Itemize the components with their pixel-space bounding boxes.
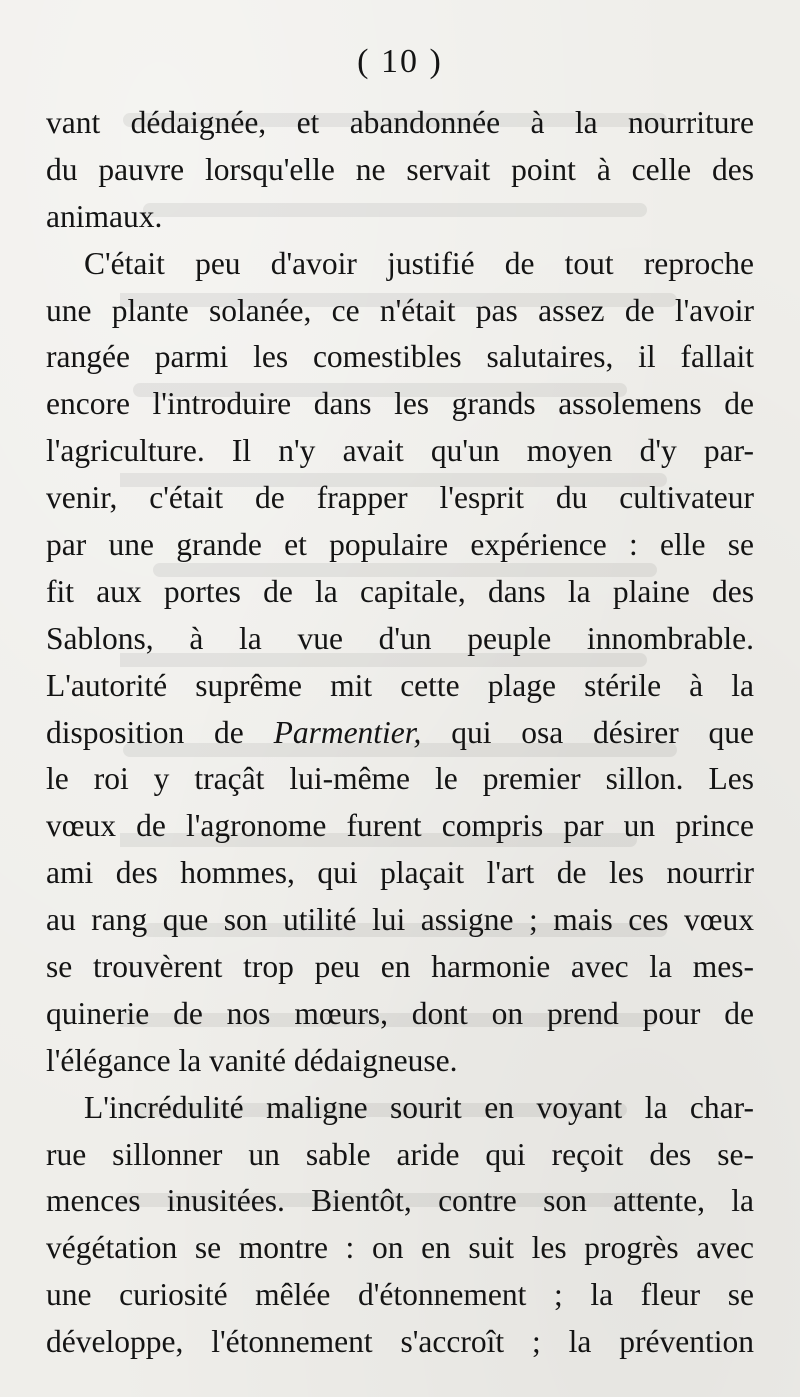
- text-line: du pauvre lorsqu'elle ne servait point à celle des: [46, 151, 754, 187]
- text-line: par une grande et populaire expérience : elle se: [46, 527, 754, 563]
- text-line: Sablons, à la vue d'un peuple innombrable.: [46, 620, 754, 656]
- text-line: quinerie de nos mœurs, dont on prend pour de: [46, 995, 754, 1031]
- text-line: fit aux portes de la capitale, dans la plaine des: [46, 573, 754, 609]
- text-line: L'incrédulité maligne sourit en voyant la char-: [84, 1089, 754, 1125]
- text-line: une curiosité mêlée d'étonnement ; la fleur se: [46, 1277, 754, 1313]
- text-segment: qui osa désirer que: [421, 714, 754, 750]
- text-line: L'autorité suprême mit cette plage stérile à la: [46, 667, 754, 703]
- text-line: le roi y traçât lui-même le premier sillon. Les: [46, 761, 754, 797]
- text-line: vant dédaignée, et abandonnée à la nourriture: [46, 105, 754, 140]
- text-line: au rang que son utilité lui assigne ; mais ces vœux: [46, 902, 754, 938]
- text-line: ami des hommes, qui plaçait l'art de les nourrir: [46, 855, 754, 891]
- text-line: se trouvèrent trop peu en harmonie avec la mes-: [46, 949, 754, 985]
- text-line: l'élégance la vanité dédaigneuse.: [46, 1042, 458, 1078]
- text-line: vœux de l'agronome furent compris par un prince: [46, 808, 754, 844]
- text-line: une plante solanée, ce n'était pas assez de l'avoir: [46, 292, 754, 328]
- text-line: C'était peu d'avoir justifié de tout reproche: [84, 245, 754, 281]
- text-segment: disposition de: [46, 714, 274, 750]
- text-line: rangée parmi les comestibles salutaires, il fallait: [46, 339, 754, 375]
- text-line: rue sillonner un sable aride qui reçoit des se-: [46, 1136, 754, 1172]
- text-line: végétation se montre : on en suit les progrès avec: [46, 1230, 754, 1266]
- italic-name: Parmentier,: [273, 714, 422, 750]
- text-line: [46, 710, 754, 757]
- text-line: l'agriculture. Il n'y avait qu'un moyen d'y par-: [46, 433, 754, 469]
- page-number: ( 10 ): [357, 43, 443, 80]
- text-line: animaux.: [46, 198, 163, 234]
- text-line: venir, c'était de frapper l'esprit du cultivateur: [46, 480, 754, 516]
- text-line: développe, l'étonnement s'accroît ; la prévention: [46, 1324, 754, 1360]
- body-text: [46, 100, 754, 1366]
- text-line: encore l'introduire dans les grands assolemens de: [46, 386, 754, 422]
- text-line: mences inusitées. Bientôt, contre son attente, la: [46, 1183, 754, 1219]
